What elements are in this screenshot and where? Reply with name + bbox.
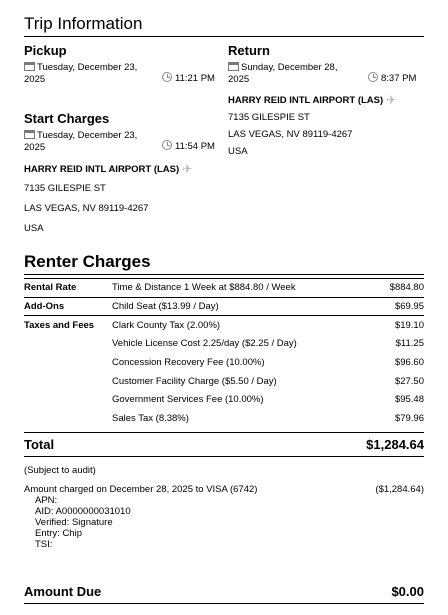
- clock-icon: [368, 72, 378, 82]
- trip-information-title: Trip Information: [24, 14, 424, 37]
- start-time: 11:54 PM: [162, 140, 215, 153]
- row-label: Taxes and Fees: [24, 316, 112, 335]
- return-address-line2: LAS VEGAS, NV 89119-4267: [228, 129, 353, 140]
- amount-due-value: $0.00: [391, 584, 424, 599]
- airplane-icon: ✈: [182, 162, 193, 176]
- amount-due-row: [24, 584, 424, 600]
- return-time: 8:37 PM: [368, 72, 416, 85]
- charges-table: [24, 278, 424, 428]
- pickup-time: 11:21 PM: [162, 72, 215, 85]
- return-location: HARRY REID INTL AIRPORT (LAS) ✈: [228, 93, 397, 107]
- table-row: [24, 297, 424, 316]
- payment-details: [24, 484, 424, 550]
- amount-due-label: Amount Due: [24, 584, 102, 599]
- renter-charges-title: Renter Charges: [24, 252, 424, 275]
- return-datetime: [228, 62, 428, 90]
- aid-line: AID: A0000000031010: [35, 506, 131, 517]
- divider: [24, 603, 424, 604]
- row-description: Concession Recovery Fee (10.00%): [112, 357, 265, 369]
- return-country: USA: [228, 146, 248, 157]
- start-country: USA: [24, 223, 44, 234]
- table-row: [24, 409, 424, 428]
- total-value: $1,284.64: [366, 437, 424, 452]
- return-date: Sunday, December 28, 2025: [228, 62, 338, 85]
- table-row: [24, 353, 424, 372]
- pickup-heading: Pickup: [24, 43, 67, 58]
- return-address-line1: 7135 GILESPIE ST: [228, 112, 310, 123]
- row-label: Rental Rate: [24, 279, 112, 298]
- row-amount: $96.60: [394, 357, 424, 369]
- row-amount: $69.95: [375, 297, 424, 316]
- total-row: [24, 437, 424, 453]
- row-label: [24, 353, 112, 372]
- clock-icon: [162, 140, 172, 150]
- table-row: [24, 391, 424, 410]
- row-description: Government Services Fee (10.00%): [112, 394, 264, 406]
- row-description: Time & Distance 1 Week at $884.80 / Week: [112, 279, 375, 298]
- airplane-icon: ✈: [386, 93, 397, 107]
- pickup-datetime: [24, 62, 224, 90]
- row-amount: $95.48: [394, 394, 424, 406]
- row-amount: $19.10: [375, 316, 424, 335]
- calendar-icon: [24, 130, 35, 139]
- subject-to-audit-note: (Subject to audit): [24, 465, 96, 476]
- row-label: [24, 409, 112, 428]
- calendar-icon: [24, 62, 35, 71]
- row-description: Customer Facility Charge ($5.50 / Day): [112, 375, 277, 387]
- pickup-section: [24, 43, 224, 90]
- pickup-date: Tuesday, December 23, 2025: [24, 62, 138, 85]
- return-section: [228, 43, 428, 158]
- row-label: Add-Ons: [24, 297, 112, 316]
- start-address-line1: 7135 GILESPIE ST: [24, 183, 106, 194]
- table-row: [24, 372, 424, 391]
- entry-line: Entry: Chip: [35, 528, 82, 539]
- row-description: Vehicle License Cost 2.25/day ($2.25 / Day): [112, 338, 297, 350]
- start-location: HARRY REID INTL AIRPORT (LAS) ✈: [24, 162, 193, 176]
- charged-text: Amount charged on December 28, 2025 to VISA (6742): [24, 484, 258, 495]
- start-charges-section: [24, 111, 224, 235]
- row-description: Child Seat ($13.99 / Day): [112, 297, 375, 316]
- calendar-icon: [228, 62, 239, 71]
- return-heading: Return: [228, 43, 270, 58]
- table-row: [24, 316, 424, 335]
- row-label: [24, 372, 112, 391]
- row-label: [24, 391, 112, 410]
- row-amount: $27.50: [394, 375, 424, 387]
- apn-line: APN:: [35, 495, 58, 506]
- total-label: Total: [24, 437, 55, 452]
- tsi-line: TSI:: [35, 539, 53, 550]
- divider: [24, 432, 424, 433]
- table-row: [24, 279, 424, 298]
- verified-line: Verified: Signature: [35, 517, 113, 528]
- charged-amount: ($1,284.64): [375, 484, 424, 495]
- row-amount: $884.80: [375, 279, 424, 298]
- row-amount: $79.96: [394, 413, 424, 425]
- start-address-line2: LAS VEGAS, NV 89119-4267: [24, 203, 149, 214]
- start-datetime: [24, 130, 224, 158]
- start-date: Tuesday, December 23, 2025: [24, 130, 138, 153]
- row-description: Sales Tax (8.38%): [112, 413, 189, 425]
- clock-icon: [162, 72, 172, 82]
- row-amount: $11.25: [395, 338, 424, 350]
- divider: [24, 456, 424, 457]
- start-charges-heading: Start Charges: [24, 111, 110, 126]
- row-description: Clark County Tax (2.00%): [112, 316, 375, 335]
- table-row: [24, 335, 424, 354]
- row-label: [24, 335, 112, 354]
